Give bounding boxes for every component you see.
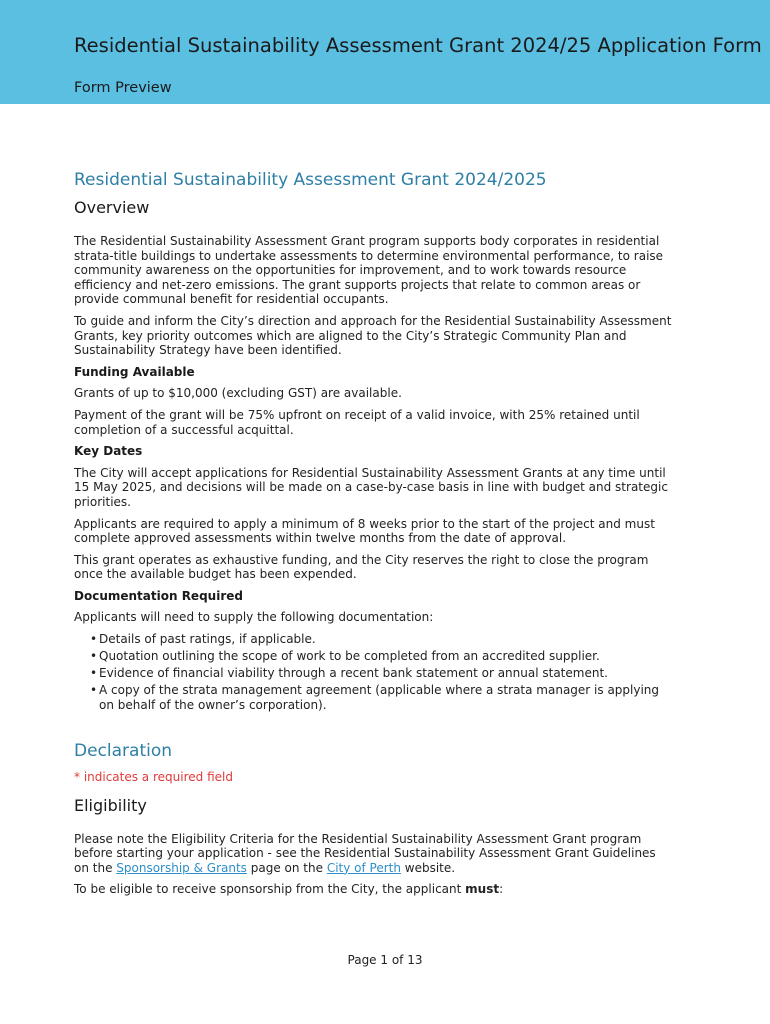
section-title-grant: Residential Sustainability Assessment Grant 2024/2025	[74, 170, 547, 190]
funding-heading: Funding Available	[74, 364, 195, 379]
eligibility-text-3: website.	[400, 860, 456, 875]
key-dates-paragraph-3: This grant operates as exhaustive funding, and the City reserves the right to close the program once the available budget has been expended.	[74, 552, 649, 582]
section-title-declaration: Declaration	[74, 740, 173, 761]
key-dates-paragraph-1: The City will accept applications for Residential Sustainability Assessment Grants at any time until 15 May 2025, and decisions will be made on a case-by-case basis in line with budget and strategic priorities.	[74, 465, 668, 509]
overview-paragraph-2: To guide and inform the City’s direction and approach for the Residential Sustainability Assessment Grants, key priority outcomes which are aligned to the City’s Strategic Community Plan and Sustainability Strategy have been identified.	[74, 313, 672, 358]
overview-paragraph-1: The Residential Sustainability Assessment Grant program supports body corporates in residential strata-title buildings to undertake assessments to determine environmental performance, to raise community awareness on the opportunities for improvement, and to work towards resource efficiency and net-zero emissions. The grant supports projects that relate to common areas or provide communal benefit for residential occupants.	[74, 234, 664, 307]
header-banner	[0, 0, 770, 104]
documentation-list	[74, 632, 674, 712]
eligibility-text-1: Please note the Eligibility Criteria for the Residential Sustainability Assessment Grant program before starting your application - see the Residential Sustainability Assessment Grant Guidelines on the	[74, 831, 656, 875]
page-number: Page 1 of 13	[347, 953, 423, 967]
documentation-heading: Documentation Required	[74, 588, 243, 603]
overview-heading: Overview	[74, 198, 150, 217]
form-subtitle: Form Preview	[74, 80, 172, 96]
key-dates-paragraph-2: Applicants are required to apply a minimum of 8 weeks prior to the start of the project and must complete approved assessments within twelve months from the date of approval.	[74, 516, 655, 546]
list-item: • Evidence of financial viability through a recent bank statement or annual statement.	[92, 666, 674, 681]
form-title: Residential Sustainability Assessment Grant 2024/25 Application Form	[74, 34, 762, 57]
sponsorship-grants-link[interactable]: Sponsorship & Grants	[116, 860, 247, 875]
eligibility-paragraph-2	[74, 882, 674, 897]
required-field-note: * indicates a required field	[74, 769, 233, 784]
documentation-intro: Applicants will need to supply the following documentation:	[74, 610, 434, 625]
eligibility-must-emphasis: must	[465, 882, 500, 897]
city-of-perth-link[interactable]: City of Perth	[326, 860, 401, 875]
key-dates-heading: Key Dates	[74, 444, 143, 459]
eligibility-text-4: To be eligible to receive sponsorship from the City, the applicant	[74, 882, 466, 897]
eligibility-text-5: :	[499, 882, 504, 897]
form-content	[74, 170, 674, 904]
list-item: • A copy of the strata management agreement (applicable where a strata manager is applying on behalf of the owner’s corporation).	[92, 683, 674, 712]
eligibility-text-2: page on the	[246, 860, 327, 875]
list-item: • Quotation outlining the scope of work to be completed from an accredited supplier.	[92, 649, 674, 664]
eligibility-heading: Eligibility	[74, 795, 147, 815]
funding-paragraph-1: Grants of up to $10,000 (excluding GST) are available.	[74, 386, 402, 401]
eligibility-paragraph-1	[74, 832, 674, 876]
list-item: • Details of past ratings, if applicable.	[92, 632, 674, 647]
funding-paragraph-2: Payment of the grant will be 75% upfront on receipt of a valid invoice, with 25% retained until completion of a successful acquittal.	[74, 407, 640, 437]
